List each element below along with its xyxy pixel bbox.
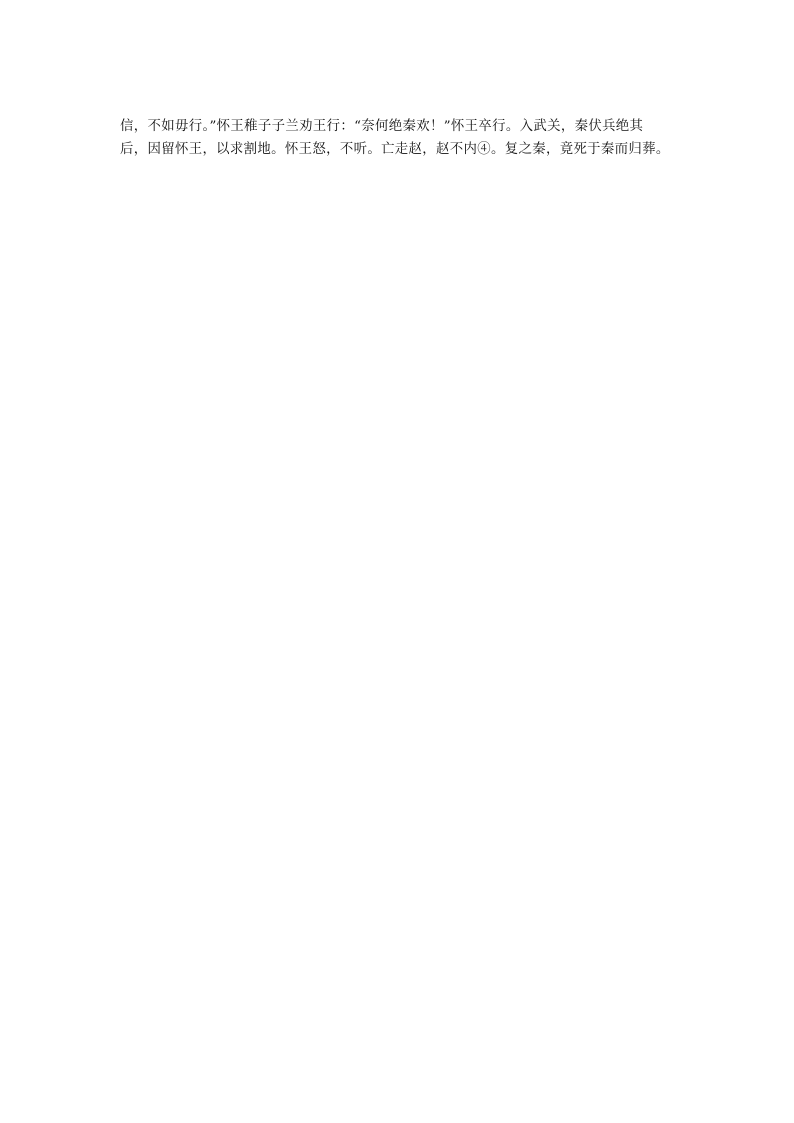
passage-line: 信，不如毋行。”怀王稚子子兰劝王行：“奈何绝秦欢！”怀王卒行。入武关，秦伏兵绝其: [120, 119, 644, 134]
passage-line: 后，因留怀王，以求割地。怀王怒，不听。亡走赵，赵不内④。复之秦，竟死于秦而归葬。: [120, 142, 670, 157]
